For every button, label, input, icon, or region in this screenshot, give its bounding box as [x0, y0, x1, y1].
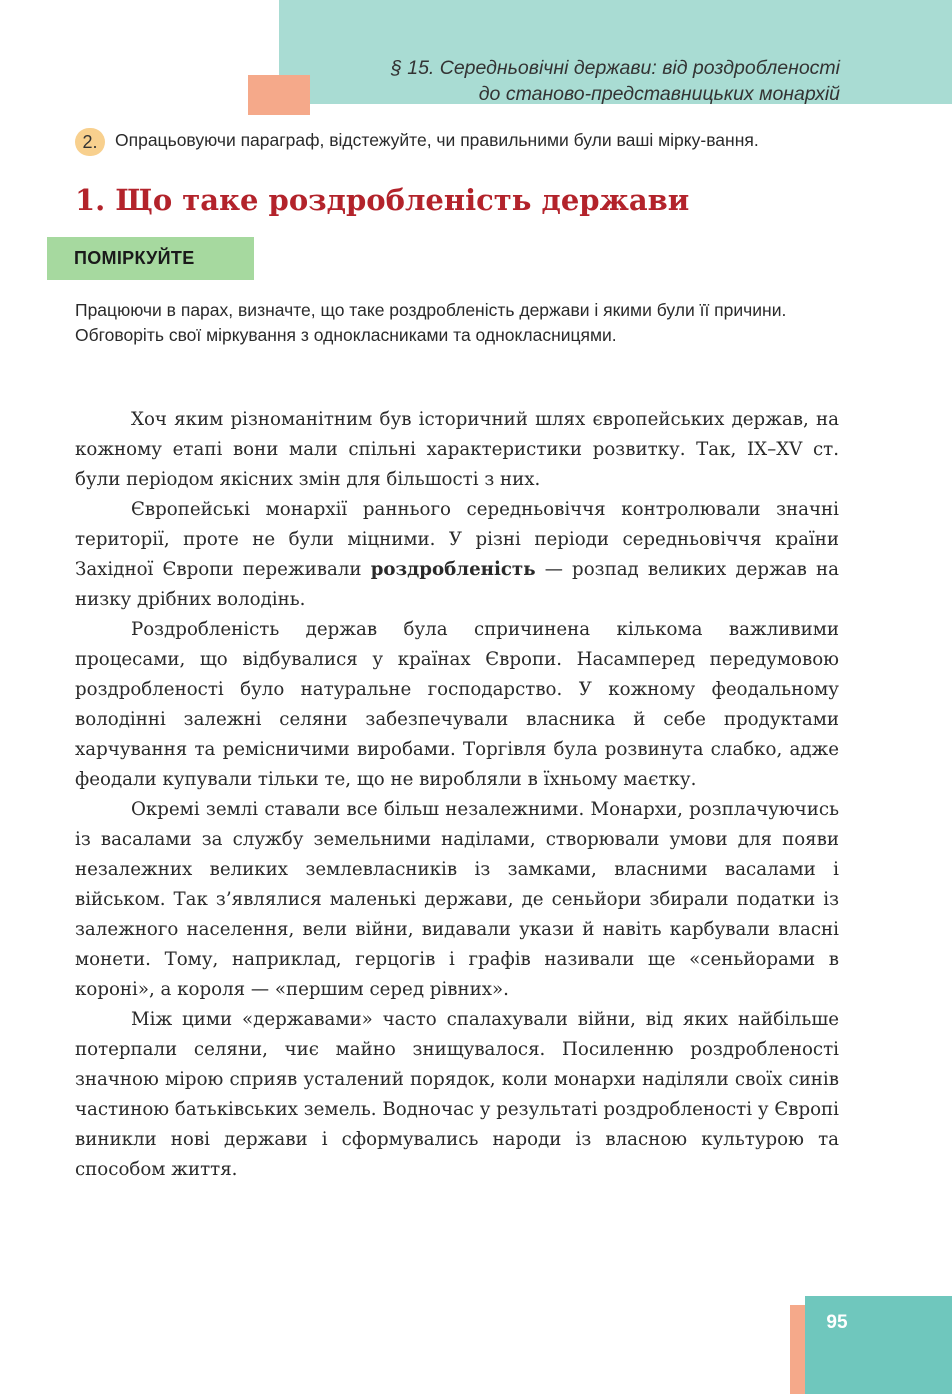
page-accent — [790, 1305, 806, 1394]
running-header-line1: § 15. Середньовічні держави: від роздробленості — [390, 57, 840, 79]
task-item — [75, 128, 845, 152]
paragraph-4: Окремі землі ставали все більш незалежними. Монархи, розплачуючись із васалами за службу земельними наділами, створювали умови для появи незалежних великих землевласників із замками, власними васалами і військом. Так з’являлися маленькі держави, де сеньйори збирали податки із залежного населення, вели війни, видавали укази й навіть карбували власні монети. Тому, наприклад, герцогів і графів називали ще «сеньйорами в короні», а короля — «першим серед рівних». — [75, 799, 839, 1000]
consider-label: ПОМІРКУЙТЕ — [74, 248, 195, 268]
term-fragmentation: роздробленість — [370, 559, 536, 580]
task-text: Опрацьовуючи параграф, відстежуйте, чи правильними були ваші мірку-вання. — [115, 130, 759, 150]
page-number-band — [805, 1296, 952, 1394]
paragraph-2-end: — розпад великих держав на низку дрібних володінь. — [75, 559, 839, 610]
body-text — [75, 405, 839, 1185]
page-number: 95 — [826, 1312, 848, 1333]
running-header — [280, 55, 840, 107]
running-header-line2: до станово-представницьких монархій — [478, 83, 840, 105]
paragraph-2 — [75, 495, 839, 615]
paragraph-2-start: Європейські монархії раннього середньовіччя контролювали значні території, проте не були міцними. У різні періоди середньовіччя країни Західної Європи переживали — [75, 499, 839, 580]
consider-banner — [47, 237, 297, 293]
paragraph-3: Роздробленість держав була спричинена кількома важливими процесами, що відбувалися у країнах Європи. Насамперед передумовою роздробленості було натуральне господарство. У кожному феодальному володінні залежні селяни забезпечували власника й себе продуктами харчування та ремісничими виробами. Торгівля була розвинута слабко, адже феодали купували тільки те, що не виробляли в їхньому маєтку. — [75, 619, 839, 790]
paragraph-1: Хоч яким різноманітним був історичний шлях європейських держав, на кожному етапі вони мали спільні характеристики розвитку. Так, IX–XV ст. були періодом якісних змін для більшості з них. — [75, 409, 839, 490]
section-title: 1. Що таке роздробленість держави — [75, 183, 690, 217]
paragraph-5: Між цими «державами» часто спалахували війни, від яких найбільше потерпали селяни, чиє майно знищувалося. Посиленню роздробленості значною мірою сприяв усталений порядок, коли монархи наділяли своїх синів частиною батьківських земель. Водночас у результаті роздробленості у Європі виникли нові держави і сформувались народи із власною культурою та способом життя. — [75, 1009, 839, 1180]
task-number-badge: 2. — [75, 128, 105, 156]
consider-text: Працюючи в парах, визначте, що таке роздробленість держави і якими були її причини. Обговоріть свої міркування з однокласниками та однокласницями. — [75, 300, 787, 345]
